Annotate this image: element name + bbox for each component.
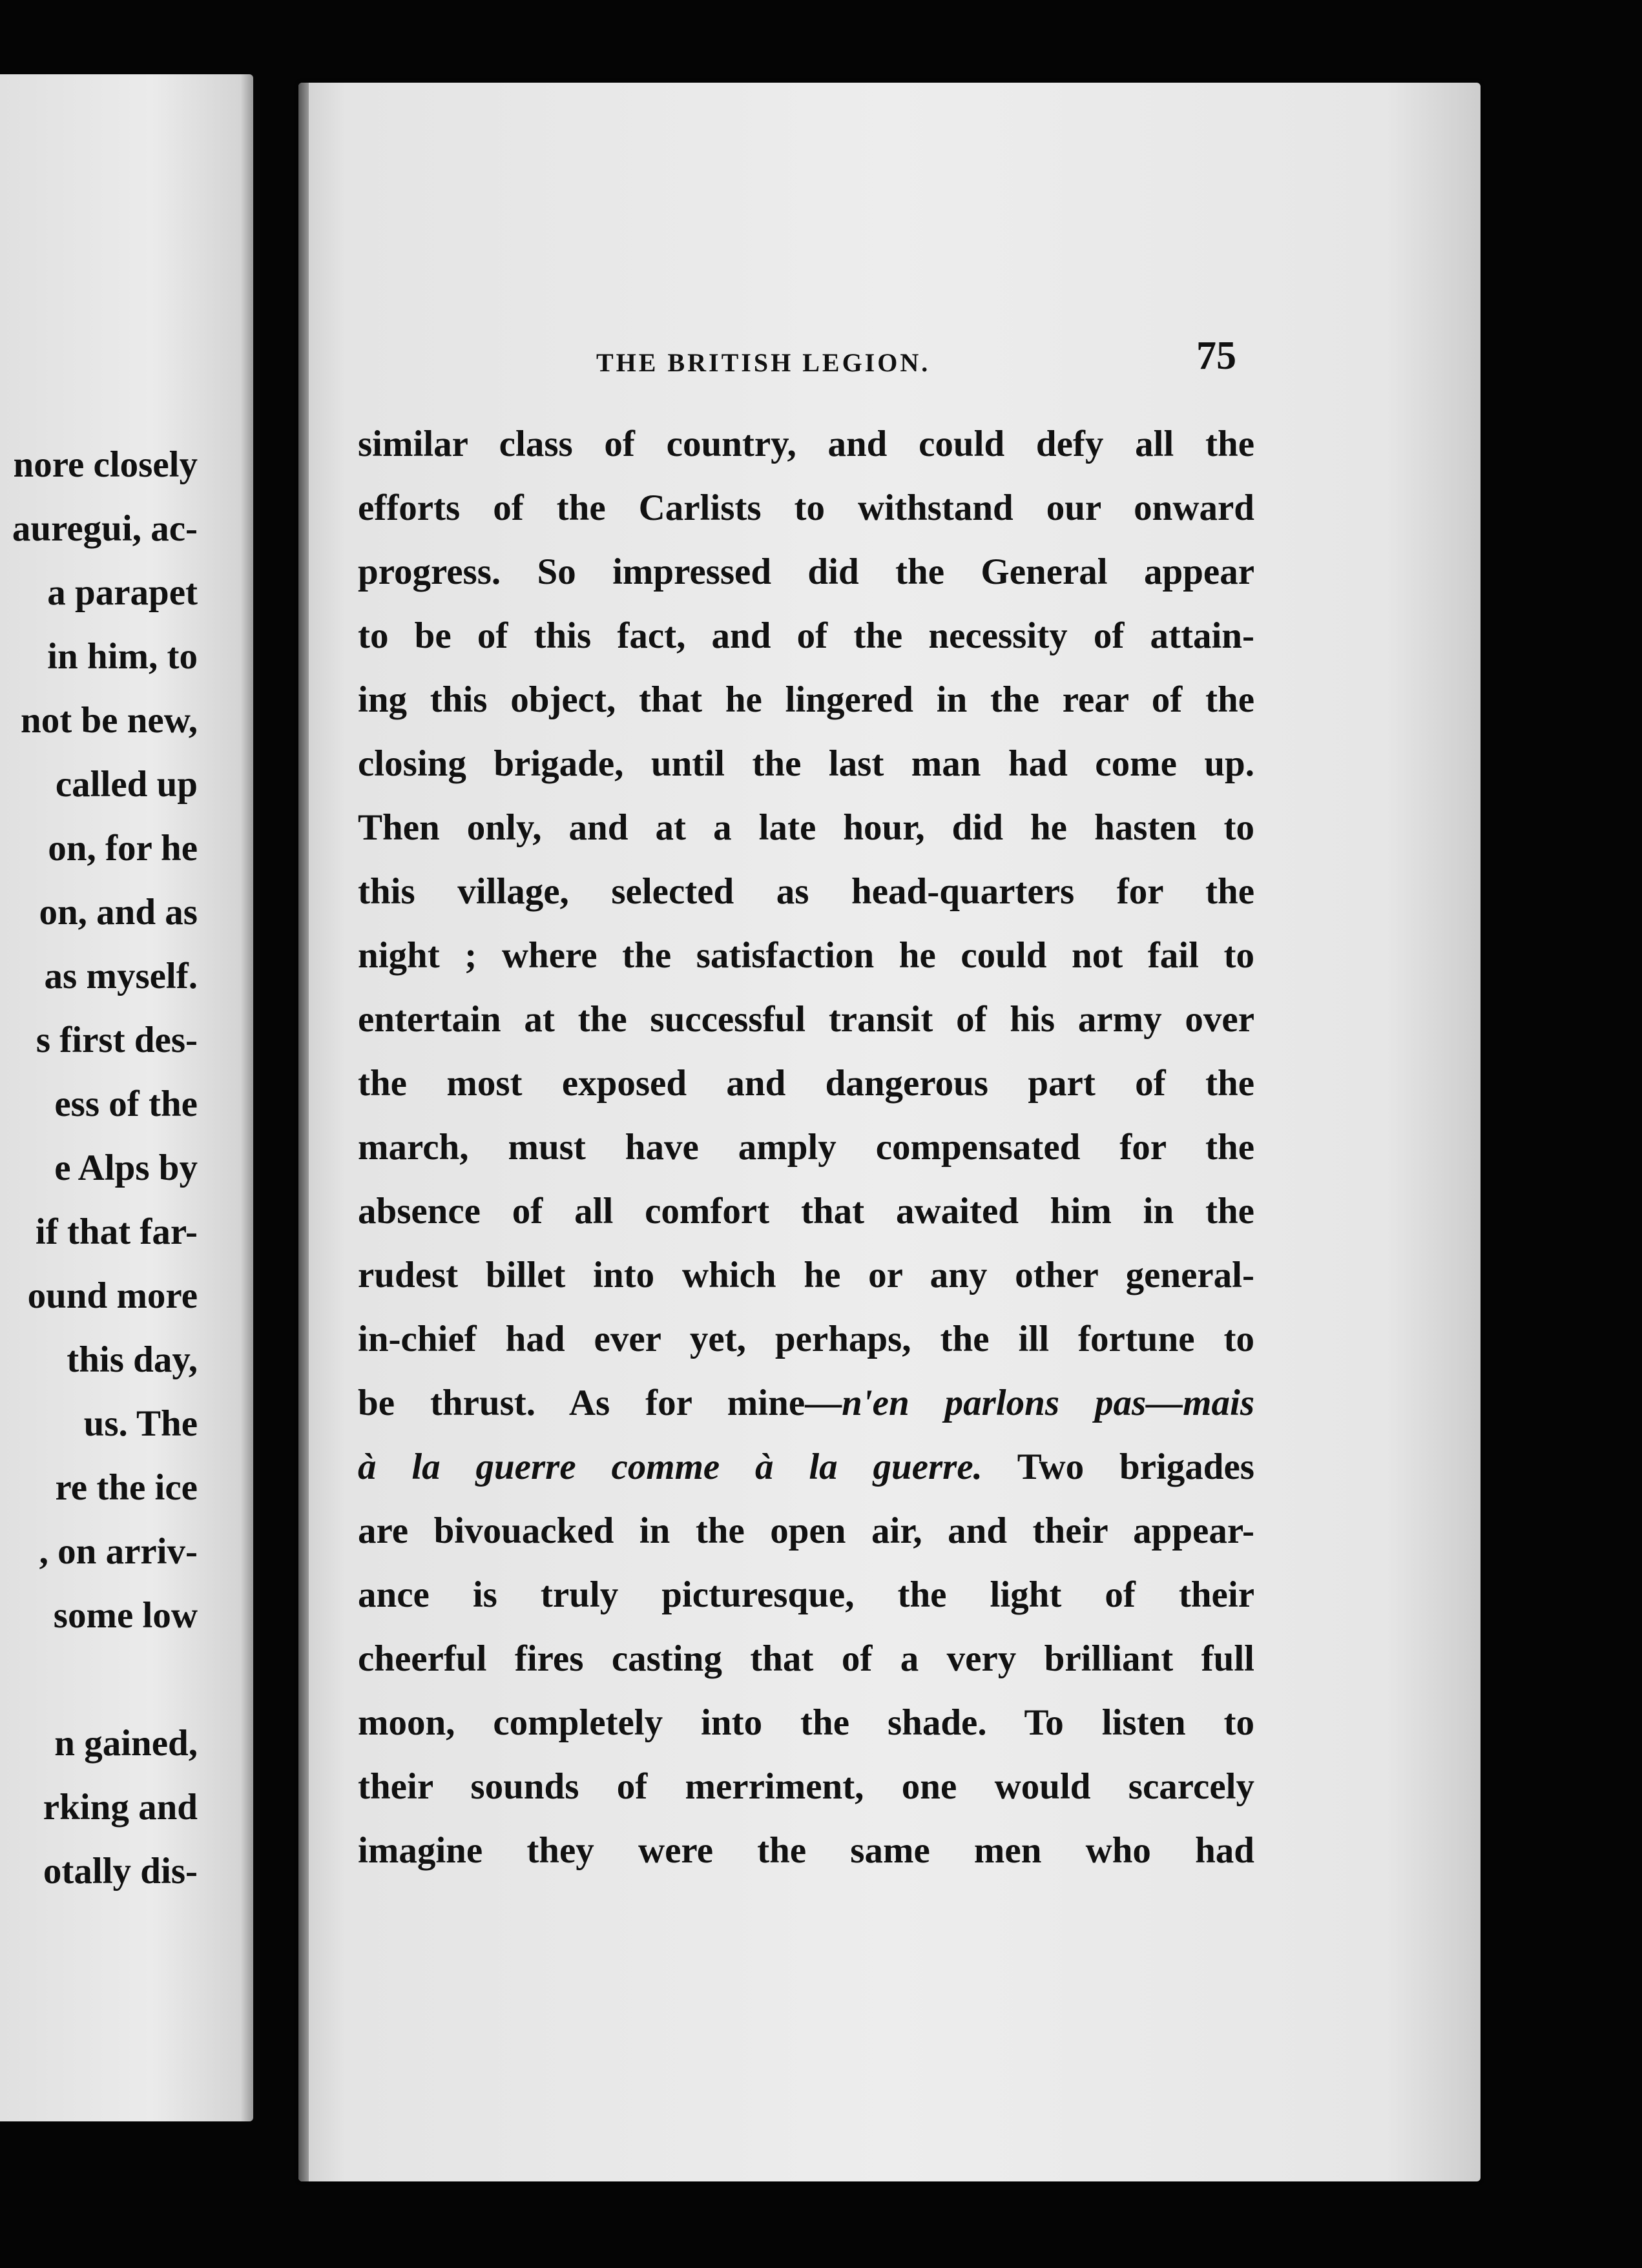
italic-text: à la guerre comme à la guerre. bbox=[358, 1447, 982, 1487]
left-page-line: this day, bbox=[67, 1339, 198, 1380]
left-page-text bbox=[12, 433, 198, 1903]
page-number: 75 bbox=[1196, 334, 1236, 378]
text-line bbox=[358, 732, 1254, 796]
left-page-line: rking and bbox=[43, 1787, 198, 1828]
text-segment: imagine they were the same men who had bbox=[358, 1830, 1254, 1871]
left-page-line: called up bbox=[55, 764, 198, 805]
text-line bbox=[358, 860, 1254, 923]
text-segment: absence of all comfort that awaited him in the bbox=[358, 1191, 1254, 1232]
text-line bbox=[358, 668, 1254, 732]
text-line bbox=[358, 476, 1254, 540]
body-text bbox=[358, 412, 1254, 1882]
left-page-line: e Alps by bbox=[54, 1148, 198, 1188]
text-segment: Two brigades bbox=[982, 1447, 1254, 1487]
left-page-line: re the ice bbox=[55, 1467, 198, 1508]
text-line bbox=[358, 540, 1254, 604]
text-line bbox=[358, 1435, 1254, 1499]
left-page-line: not be new, bbox=[21, 700, 198, 741]
left-page-line: on, for he bbox=[48, 828, 198, 869]
left-page-line: nore closely bbox=[13, 444, 198, 485]
left-page-line: otally dis- bbox=[43, 1851, 198, 1892]
text-segment: in-chief had ever yet, perhaps, the ill fortune to bbox=[358, 1319, 1254, 1359]
text-segment: rudest billet into which he or any other general- bbox=[358, 1255, 1254, 1295]
left-page-line: as myself. bbox=[44, 956, 198, 996]
text-segment: entertain at the successful transit of his army over bbox=[358, 999, 1254, 1040]
italic-text: n'en parlons pas—mais bbox=[842, 1383, 1254, 1423]
text-line bbox=[358, 1243, 1254, 1307]
text-segment: the most exposed and dangerous part of the bbox=[358, 1063, 1254, 1104]
left-page-line: n gained, bbox=[54, 1723, 198, 1764]
running-head: THE BRITISH LEGION. bbox=[596, 348, 931, 377]
text-segment: are bivouacked in the open air, and their appear- bbox=[358, 1510, 1254, 1551]
text-line bbox=[358, 1563, 1254, 1627]
left-page-line: auregui, ac- bbox=[12, 508, 198, 549]
text-line bbox=[358, 796, 1254, 860]
text-line bbox=[358, 923, 1254, 987]
text-segment: be thrust. As for mine— bbox=[358, 1383, 842, 1423]
text-line bbox=[358, 1691, 1254, 1755]
text-segment: ing this object, that he lingered in the rear of the bbox=[358, 679, 1254, 720]
text-line bbox=[358, 412, 1254, 476]
left-page-line: in him, to bbox=[47, 636, 198, 677]
text-segment: march, must have amply compensated for the bbox=[358, 1127, 1254, 1168]
text-line bbox=[358, 1627, 1254, 1691]
left-page-line: ound more bbox=[27, 1275, 198, 1316]
book-gutter bbox=[253, 74, 298, 2180]
left-page-line: some low bbox=[53, 1595, 198, 1636]
left-page bbox=[0, 74, 253, 2121]
left-page-line: on, and as bbox=[39, 892, 198, 933]
text-segment: Then only, and at a late hour, did he hasten to bbox=[358, 807, 1254, 848]
left-page-line: ess of the bbox=[54, 1084, 198, 1124]
text-segment: to be of this fact, and of the necessity of attain- bbox=[358, 615, 1254, 656]
text-segment: night ; where the satisfaction he could not fail to bbox=[358, 935, 1254, 976]
text-segment: moon, completely into the shade. To listen to bbox=[358, 1702, 1254, 1743]
text-segment: this village, selected as head-quarters for the bbox=[358, 871, 1254, 912]
text-line bbox=[358, 1819, 1254, 1882]
text-segment: similar class of country, and could defy all the bbox=[358, 424, 1254, 464]
left-page-line: if that far- bbox=[35, 1211, 198, 1252]
text-line bbox=[358, 1499, 1254, 1563]
left-page-line: a parapet bbox=[47, 572, 198, 613]
text-segment: ance is truly picturesque, the light of their bbox=[358, 1574, 1254, 1615]
text-line bbox=[358, 1755, 1254, 1819]
text-line bbox=[358, 1115, 1254, 1179]
left-page-line: us. The bbox=[83, 1403, 198, 1444]
text-line bbox=[358, 987, 1254, 1051]
text-segment: their sounds of merriment, one would scarcely bbox=[358, 1766, 1254, 1807]
text-line bbox=[358, 604, 1254, 668]
right-page bbox=[298, 83, 1481, 2181]
text-segment: efforts of the Carlists to withstand our onward bbox=[358, 488, 1254, 528]
text-segment: cheerful fires casting that of a very brilliant full bbox=[358, 1638, 1254, 1679]
page-edge-shadow bbox=[298, 83, 309, 2181]
text-line bbox=[358, 1179, 1254, 1243]
text-segment: progress. So impressed did the General appear bbox=[358, 552, 1254, 592]
left-page-line bbox=[12, 1647, 198, 1711]
text-segment: closing brigade, until the last man had come up. bbox=[358, 743, 1254, 784]
left-page-line: , on arriv- bbox=[39, 1531, 198, 1572]
left-page-line: s first des- bbox=[36, 1020, 198, 1060]
text-line bbox=[358, 1371, 1254, 1435]
text-line bbox=[358, 1051, 1254, 1115]
text-line bbox=[358, 1307, 1254, 1371]
